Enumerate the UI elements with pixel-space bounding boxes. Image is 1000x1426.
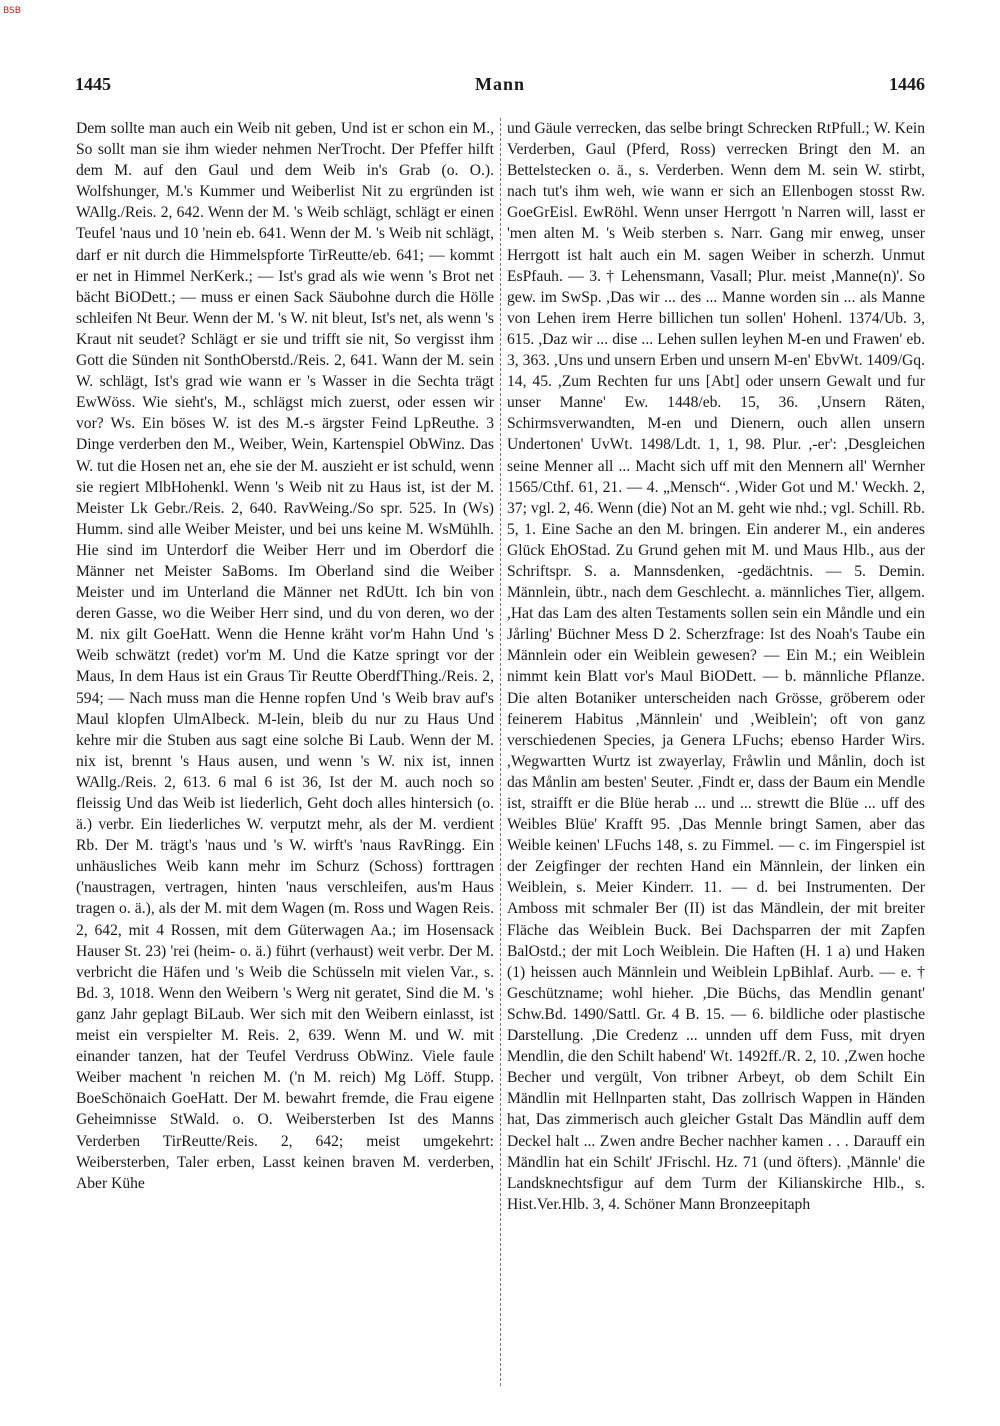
- text-column-left: Dem sollte man auch ein Weib nit geben, Und ist er schon ein M., So sollt man sie ihm wieder nehmen NerTrocht. Der Pfeffer hilft dem M. auf den Gaul und dem Weib in's Grab (o. O.). Wolfshunger, M.'s Kummer und Weiberlist Nit zu ergründen ist WAllg./Reis. 2, 642. Wenn der M. 's Weib schlägt, schlägt er einen Teufel 'naus und 10 'nein eb. 641. Wenn der M. 's Weib nit schlägt, darf er nit durch die Himmelspforte TirReutte/eb. 641; — kommt er net in Himmel NerKerk.; — Ist's grad als wie wenn 's Brot net bächt BiODett.; — muss er einen Sack Säubohne durch die Hölle schleifen Nt Beur. Wenn der M. 's W. nit bleut, Ist's net, als wenn 's Kraut nit seudet? Schlägt er sie und trifft sie nit, So vergisst ihm Gott die Sünden nit SonthOberstd./Reis. 2, 641. Wann der M. sein W. schlägt, Ist's grad wie wann er 's Wasser in die Sechta trägt EwWöss. Wie sieht's, M., schlägst mich zuerst, oder essen wir vor? Ws. Ein böses W. ist des M.-s ärgster Feind LpReuthe. 3 Dinge verderben den M., Weiber, Wein, Kartenspiel ObWinz. Das W. tut die Hosen net an, ehe sie der M. auszieht er ist schuld, wenn sie regiert MlbHohenkl. Wenn 's Weib nit zu Haus ist, ist der M. Meister Lk Gebr./Reis. 2, 640. RavWeing./So spr. 525. In (Ws) Humm. sind alle Weiber Meister, und bei uns keine M. WsMühlh. Hie sind im Unterdorf die Weiber Herr und im Oberdorf die Männer net Meister SaBoms. Im Oberland sind die Weiber Meister und im Unterland die Männer net RdUtt. Ich bin von deren Gasse, wo die Weiber Herr sind, und du von deren, wo der M. nix gilt GoeHatt. Wenn die Henne kräht vor'm Hahn Und 's Weib schwätzt (redet) vor'm M. Und die Katze springt vor der Maus, In dem Haus ist ein Graus Tir Reutte OberdfThing./Reis. 2, 594; — Nach muss man die Henne ropfen Und 's Weib brav auf's Maul klopfen UlmAlbeck. M-lein, bleib du nur zu Haus Und kehre mir die Stuben aus sagt eine solche Bi Laub. Wenn der M. nix ist, brennt 's Haus ausen, und wenn 's W. nix ist, innen WAllg./Reis. 2, 613. 6 mal 6 ist 36, Ist der M. auch noch so fleissig Und das Weib ist liederlich, Geht doch alles hintersich (o. ä.) verbr. Ein liederliches W. verputzt mehr, als der M. verdient Rb. Der M. trägt's 'naus und 's W. wirft's 'naus RavRingg. Ein unhäusliches Weib kann mehr im Schurz (Schoss) forttragen ('naustragen, vertragen, hinten 'naus verschleifen, aus'm Haus tragen o. ä.), als der M. mit dem Wagen (m. Ross und Wagen Reis. 2, 642, mit 4 Rossen, mit dem Güterwagen Aa.; im Hosensack Hauser St. 23) 'rei (heim- o. ä.) führt (verhaust) weit verbr. Der M. verbricht die Häfen und 's Weib die Schüsseln mit vielen Var., s. Bd. 3, 1018. Wenn den Weibern 's Werg nit geratet, Sind die M. 's ganz Jahr geplagt BiLaub. Wer sich mit den Weibern einlasst, ist meist ein verspielter M. Reis. 2, 639. Wenn M. und W. mit einander tanzen, hat der Teufel Verdruss ObWinz. Viele faule Weiber machent 'n reichen M. ('n M. reich) Mg Löff. Stupp. BoeSchönaich GoeHatt. Der M. bewahrt fremde, die Frau eigene Geheimnisse StWald. o. O. Weibersterben Ist des Manns Verderben TirReutte/Reis. 2, 642; meist umgekehrt: Weibersterben, Taler erben, Lasst keinen braven M. verderben, Aber Kühe: [76, 120, 494, 1192]
- column-divider: [500, 118, 501, 1386]
- text-column-right: und Gäule verrecken, das selbe bringt Schrecken RtPfull.; W. Kein Verderben, Gaul (Pferd, Ross) verrecken Bringt den M. an Bettelstecken o. ä., s. Verderben. Wenn dem M. sein W. stirbt, nach tut's ihm weh, wie wann er sich an Ellenbogen stosst Rw. GoeGrEisl. EwRöhl. Wenn unser Herrgott 'n Narren will, lasst er 'men alten M. 's Weib sterben s. Narr. Gang mir enweg, unser Herrgott ist halt auch ein M. sagen Weiber in scherzh. Unmut EsPfauh. — 3. † Lehensmann, Vasall; Plur. meist ,Manne(n)'. So gew. im SwSp. ,Das wir ... des ... Manne worden sin ... als Manne von Lehen irem Herre billichen tun sollen' Hohenl. 1374/Ub. 3, 615. ,Daz wir ... dise ... Lehen sullen leyhen M-en und Frawen' eb. 3, 363. ,Uns und unsern Erben und unsern M-en' EbvWt. 1409/Gq. 14, 45. ,Zum Rechten fur uns [Abt] oder unsern Gewalt und fur unser Manne' Ew. 1448/eb. 15, 36. ,Unsern Räten, Schirmsverwandten, M-en und Dienern, ouch allen unsern Undertonen' UvWt. 1498/Ldt. 1, 1, 98. Plur. ,-er': ,Desgleichen seine Menner all ... Macht sich uff mit den Mennern all' Wernher 1565/Cthf. 61, 21. — 4. „Mensch“. ,Wider Got und M.' Weckh. 2, 37; vgl. 2, 46. Wenn (die) Not an M. geht wie nhd.; vgl. Schill. Rb. 5, 1. Eine Sache an den M. bringen. Ein anderer M., ein anderes Glück EhOStad. Zu Grund gehen mit M. und Maus Hlb., aus der Schriftspr. S. a. Mannsdenken, -gedächtnis. — 5. Demin. Männlein, übtr., nach dem Geschlecht. a. männliches Tier, allgem. ,Hat das Lam des alten Testaments sollen sein ein Måndle und ein Jårling' Büchner Mess D 2. Scherzfrage: Ist des Noah's Taube ein Männlein oder ein Weiblein gewesen? — Ein M.; ein Weiblein nimmt kein Blatt vor's Maul BiODett. — b. männliche Pflanze. Die alten Botaniker unterscheiden nach Grösse, gröberem oder feinerem Habitus ,Männlein' und ,Weiblein'; oft von ganz verschiedenen Species, ja Genera LFuchs; ebenso Harder Wirs. ,Wegwartten Wurtz ist zwayerlay, Fråwlin und Månlin, doch ist das Månlin am besten' Seuter. ,Findt er, dass der Baum ein Mendle ist, straifft er die Blüe herab ... und ... strewtt die Blüe ... uff des Weibles Blüe' Krafft 95. ,Das Mennle bringt Samen, aber das Weible keinen' LFuchs 148, s. zu Fimmel. — c. im Fingerspiel ist der Zeigfinger der rechten Hand ein Männlein, der linken ein Weiblein, s. Meier Kinderr. 11. — d. bei Instrumenten. Der Amboss mit schmaler Ber (II) ist das Mändlein, der mit breiter Fläche das Weiblein Buck. Bei Dachsparren der mit Zapfen BalOstd.; der mit Loch Weiblein. Die Haften (H. 1 a) und Haken (1) heissen auch Männlein und Weiblein LpBihlaf. Aurb. — e. † Geschützname; wohl hieher. ,Die Büchs, das Mendlin genant' Schw.Bd. 1490/Sattl. Gr. 4 B. 15. — 6. bildliche oder plastische Darstellung. ,Die Credenz ... unnden uff dem Fuss, mit dryen Mendlin, die den Schilt habend' Wt. 1492ff./R. 2, 10. ,Zwen hoche Becher und vergült, Von tribner Arbeyt, ob dem Schilt Ein Mändlin mit Hellnparten staht, Das zollrisch Wappen in Händen hat, Das zimmerisch auch gleicher Gstalt Das Mändlin auff dem Deckel halt ... Zwen andre Becher nachher kamen . . . Darauff ein Mändlin hat ein Schilt' JFrischl. Hz. 71 (und öfters). ,Männle' die Landsknechtsfigur auf dem Turm der Kilianskirche Hlb., s. Hist.Ver.Hlb. 3, 4. Schöner Mann Bronzeepitaph: [507, 120, 925, 1213]
- page-number-right: 1446: [889, 74, 925, 94]
- page-number-left: 1445: [75, 74, 111, 94]
- page-header: [75, 74, 925, 98]
- running-headword: Mann: [474, 74, 525, 94]
- library-stamp: BSB: [3, 6, 21, 16]
